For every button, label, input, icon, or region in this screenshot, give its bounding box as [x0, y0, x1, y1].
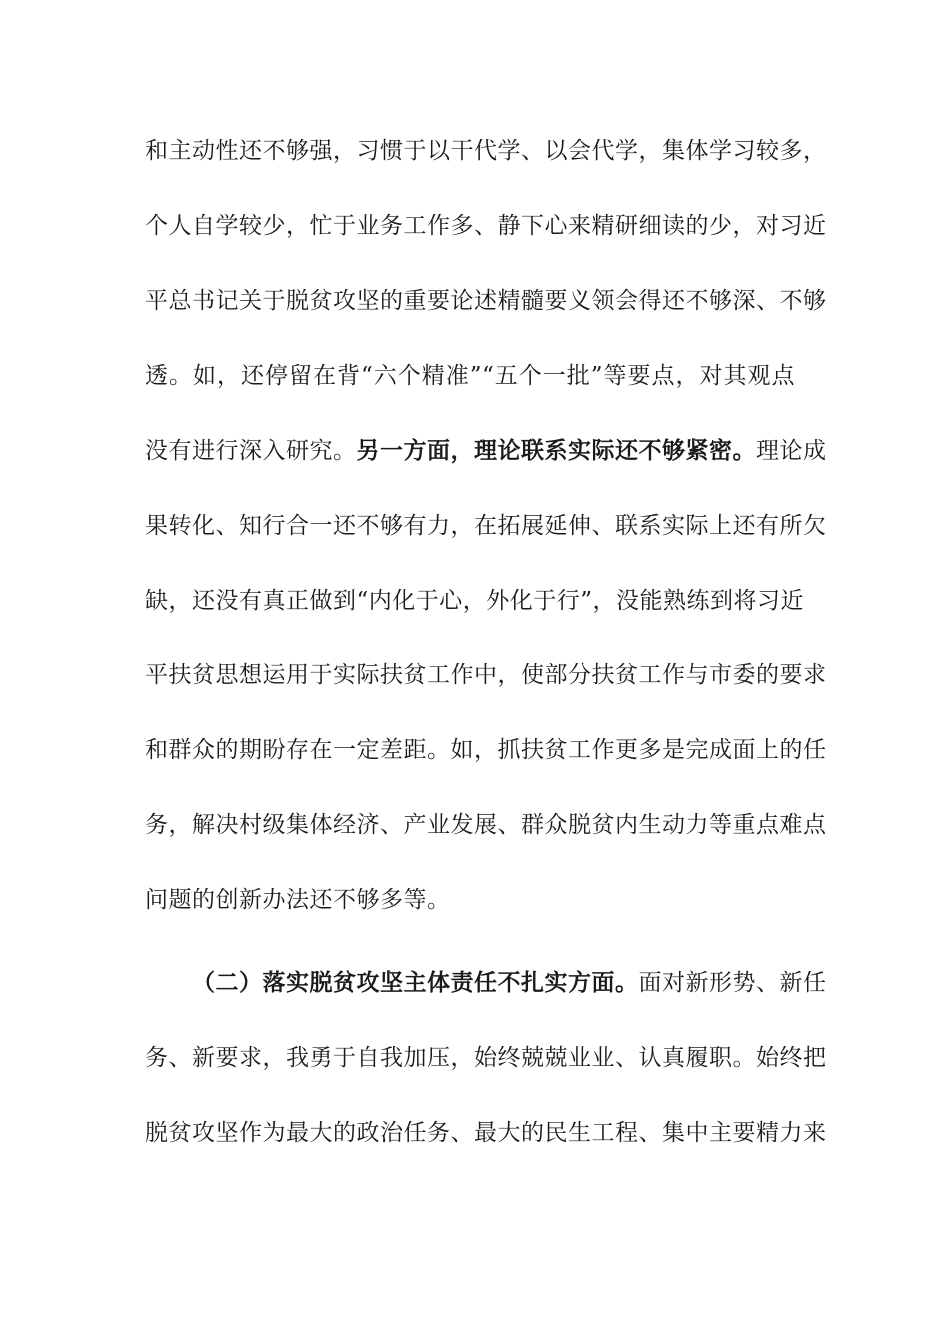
paragraph-line [145, 436, 827, 466]
paragraph-line: 务、新要求，我勇于自我加压，始终兢兢业业、认真履职。始终把 [145, 1045, 827, 1071]
section-heading-line [192, 968, 827, 998]
paragraph-line: 果转化、知行合一还不够有力，在拓展延伸、联系实际上还有所欠 [145, 513, 827, 539]
section-heading: （二）落实脱贫攻坚主体责任不扎实方面。 [192, 969, 639, 996]
paragraph-line: 个人自学较少，忙于业务工作多、静下心来精研细读的少，对习近 [145, 213, 827, 239]
line-text: 面对新形势、新任 [638, 970, 827, 996]
paragraph-line: 缺，还没有真正做到“内化于心，外化于行”，没能熟练到将习近 [145, 588, 805, 614]
bold-emphasis-text: 另一方面，理论联系实际还不够紧密。 [356, 437, 756, 464]
line-text: 没有进行深入研究。 [145, 438, 357, 464]
paragraph-line: 和群众的期盼存在一定差距。如，抓扶贫工作更多是完成面上的任 [145, 737, 827, 763]
paragraph-line: 脱贫攻坚作为最大的政治任务、最大的民生工程、集中主要精力来 [145, 1120, 827, 1146]
line-text: 理论成 [756, 438, 827, 464]
paragraph-line: 平扶贫思想运用于实际扶贫工作中，使部分扶贫工作与市委的要求 [145, 662, 827, 688]
paragraph-line: 务，解决村级集体经济、产业发展、群众脱贫内生动力等重点难点 [145, 812, 827, 838]
paragraph-line: 透。如，还停留在背“六个精准”“五个一批”等要点，对其观点 [145, 363, 795, 389]
paragraph-line: 平总书记关于脱贫攻坚的重要论述精髓要义领会得还不够深、不够 [145, 288, 827, 314]
paragraph-line: 和主动性还不够强，习惯于以干代学、以会代学，集体学习较多， [145, 138, 827, 164]
paragraph-line: 问题的创新办法还不够多等。 [145, 887, 451, 913]
